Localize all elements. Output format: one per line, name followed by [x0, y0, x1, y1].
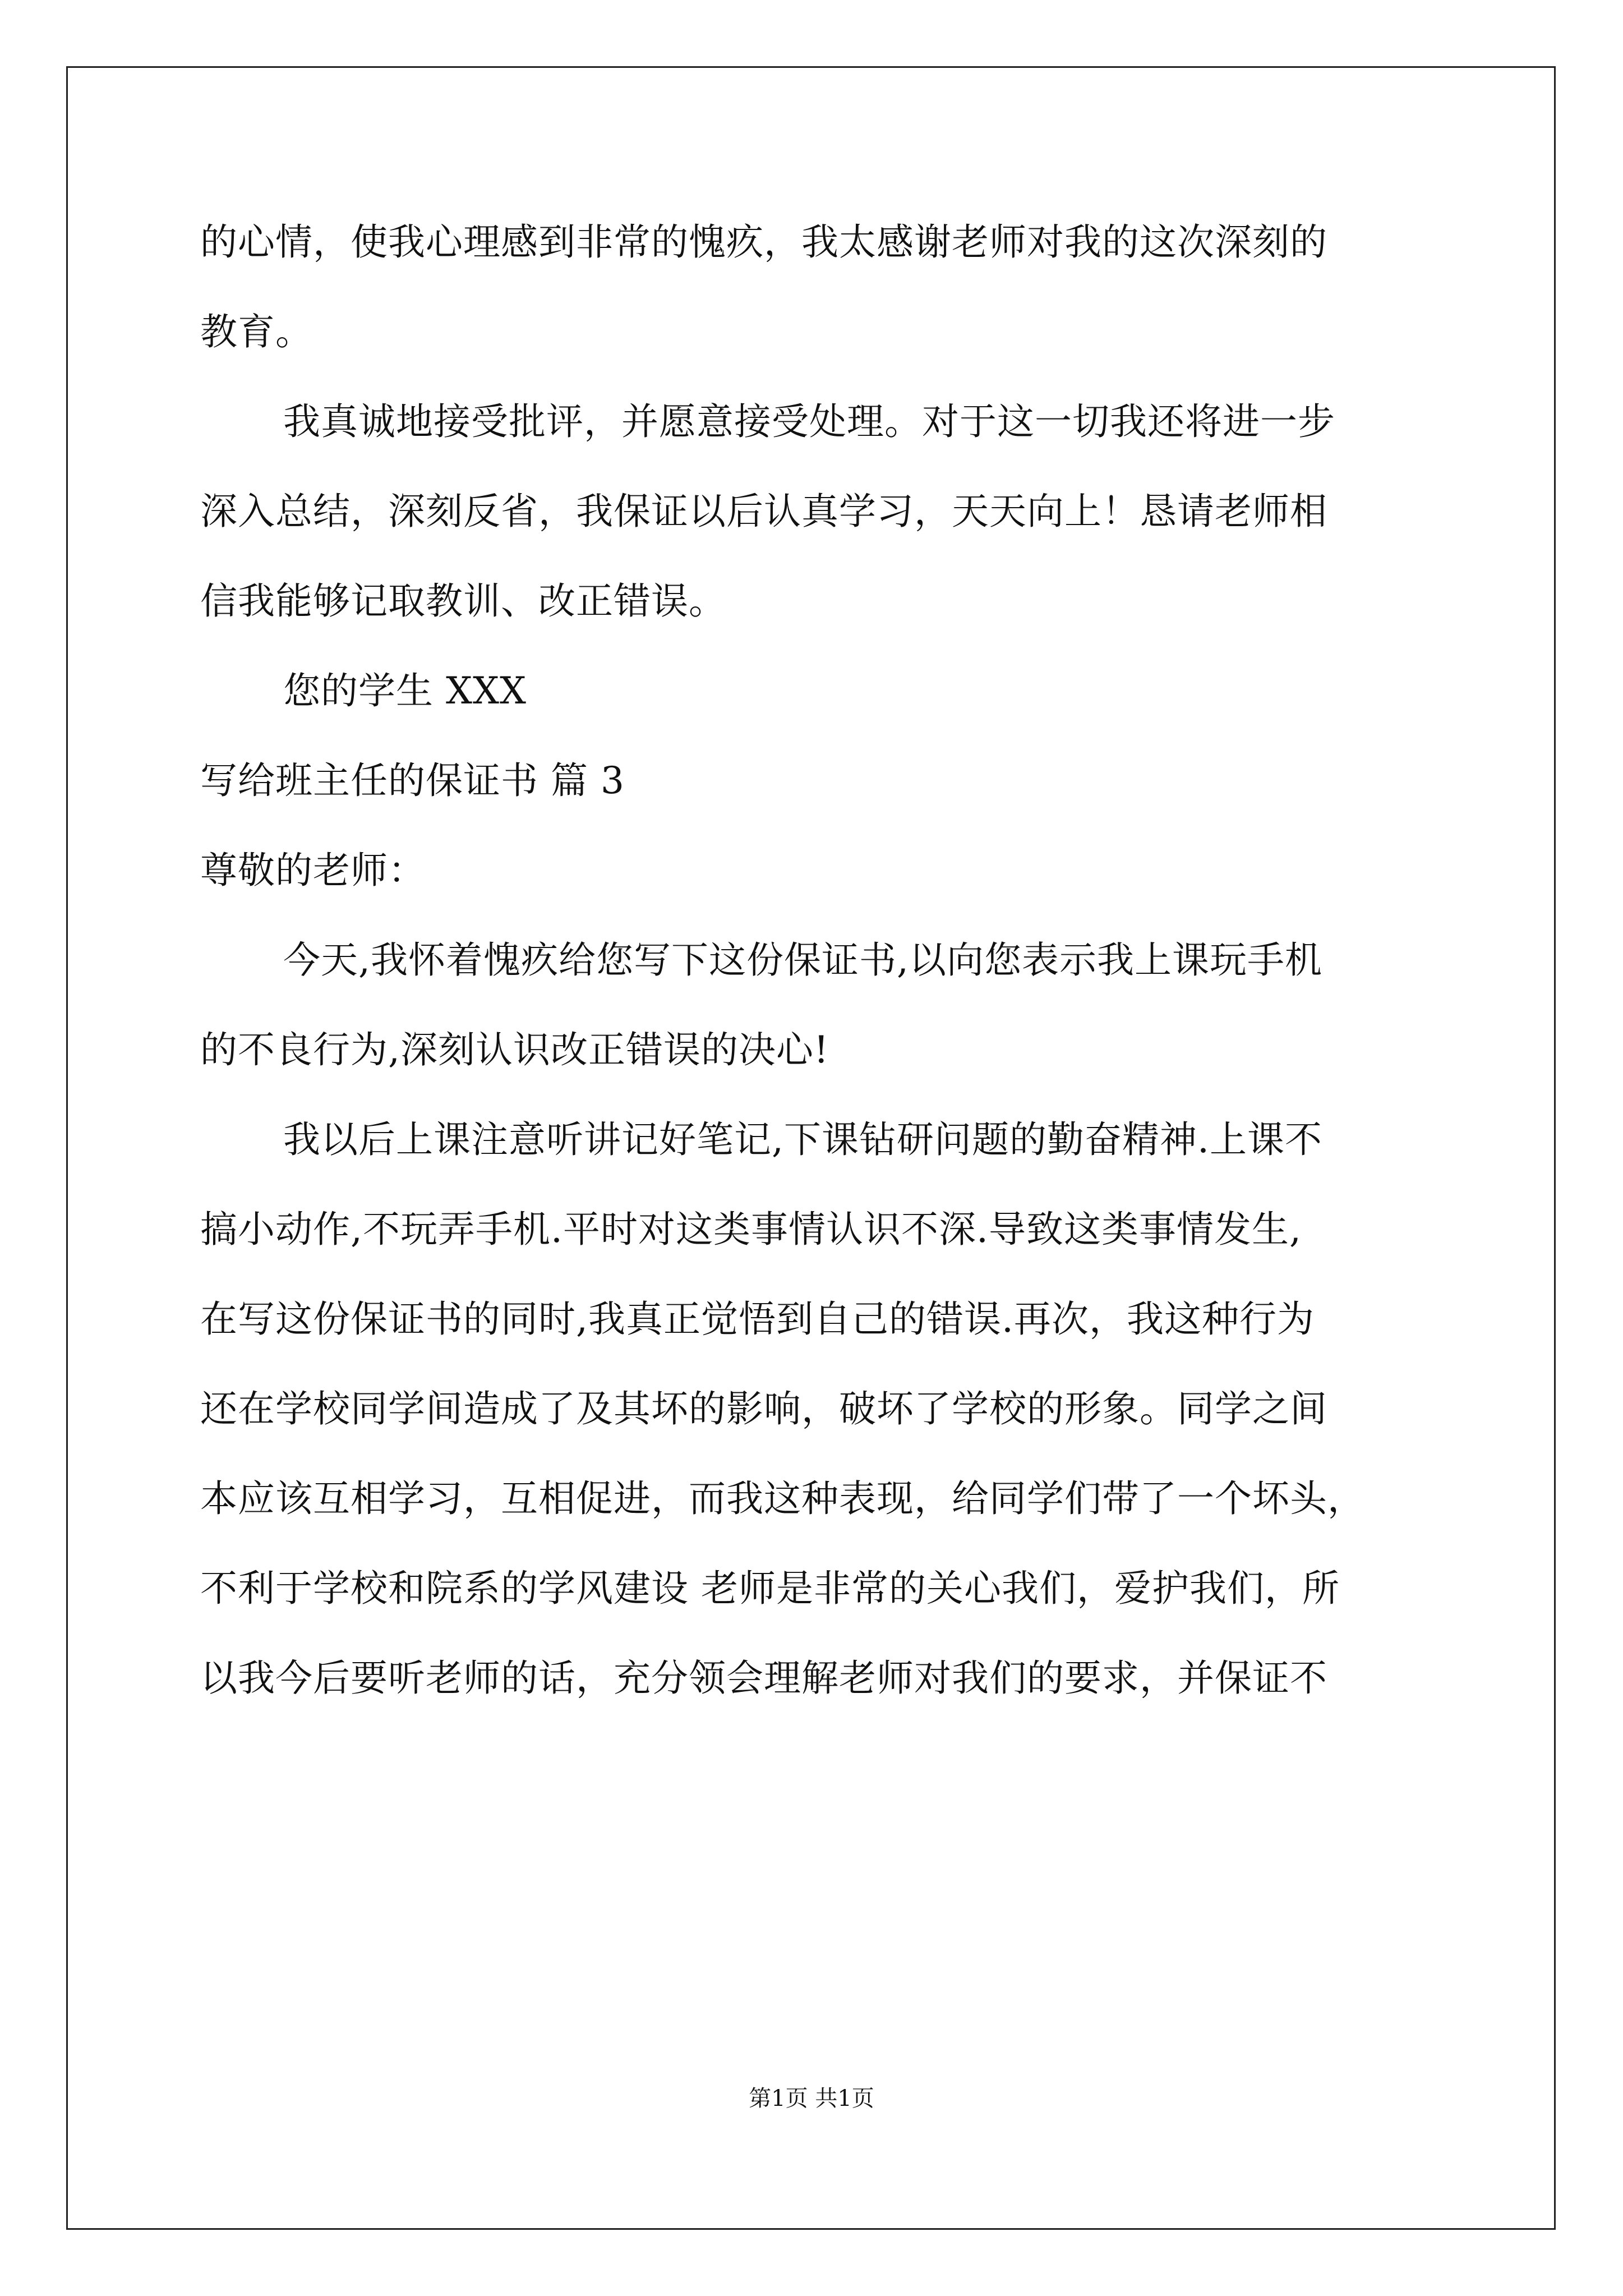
body-line-17: 以我今后要听老师的话，充分领会理解老师对我们的要求，并保证不 [200, 1657, 1327, 1700]
body-line-12: 搞小动作,不玩弄手机.平时对这类事情认识不深.导致这类事情发生, [200, 1208, 1302, 1251]
body-line-15: 本应该互相学习，互相促进，而我这种表现，给同学们带了一个坏头， [200, 1477, 1365, 1520]
body-line-10: 的不良行为,深刻认识改正错误的决心! [200, 1028, 829, 1071]
paragraph-start-line: 今天,我怀着愧疚给您写下这份保证书,以向您表示我上课玩手机 [283, 938, 1322, 982]
body-line-13: 在写这份保证书的同时,我真正觉悟到自己的错误.再次，我这种行为 [200, 1297, 1315, 1341]
body-line-5: 信我能够记取教训、改正错误。 [200, 579, 726, 623]
salutation: 尊敬的老师： [200, 849, 426, 892]
signature-line: 您的学生 XXX [283, 669, 527, 712]
body-line-14: 还在学校同学间造成了及其坏的影响，破坏了学校的形象。同学之间 [200, 1387, 1327, 1430]
section-heading: 写给班主任的保证书 篇 3 [200, 759, 625, 802]
page-footer: 第1页 共1页 [749, 2086, 874, 2111]
paragraph-start-line: 我以后上课注意听讲记好笔记,下课钻研问题的勤奋精神.上课不 [283, 1118, 1322, 1161]
body-line-4: 深入总结，深刻反省，我保证以后认真学习，天天向上！恳请老师相 [200, 490, 1327, 533]
body-line-2: 教育。 [200, 310, 313, 353]
body-line-1: 的心情，使我心理感到非常的愧疚，我太感谢老师对我的这次深刻的 [200, 220, 1327, 264]
paragraph-start-line: 我真诚地接受批评，并愿意接受处理。对于这一切我还将进一步 [283, 400, 1335, 443]
body-line-16: 不利于学校和院系的学风建设 老师是非常的关心我们，爱护我们，所 [200, 1567, 1340, 1610]
